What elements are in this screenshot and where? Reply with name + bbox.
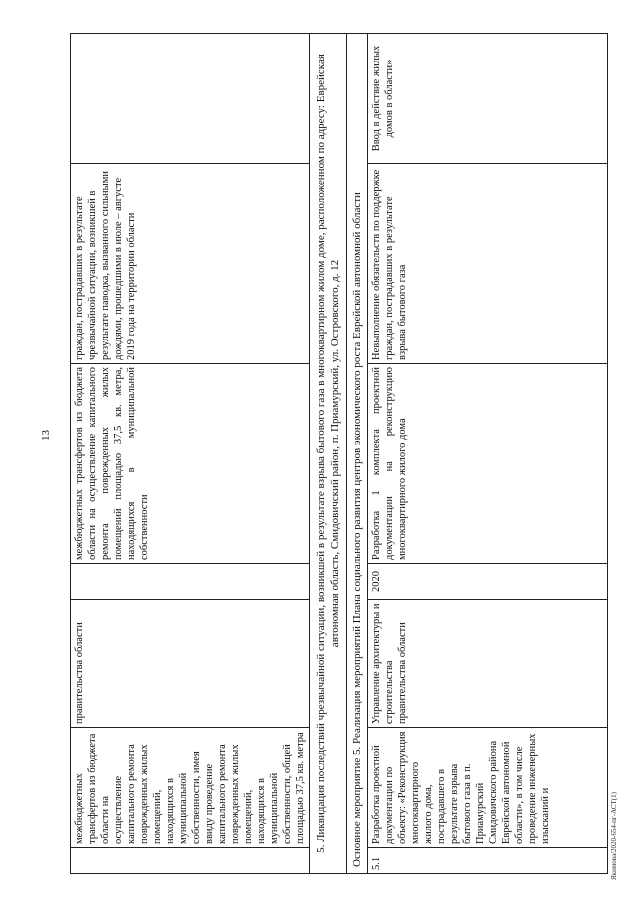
rotated-table-block (70, 34, 600, 874)
table-cell (368, 364, 608, 564)
cell-text: граждан, пострадавших в результате чрезвычайной ситуации, возникшей в результате паводка, вызванного сильными дождями, прошедшими в июле – августе 2019 года на территории области (74, 171, 137, 360)
main-event-row (347, 34, 368, 874)
table-cell (368, 600, 608, 728)
cell-text: Управление архитектуры и строительства правительства области (371, 603, 408, 724)
table-cell (71, 34, 310, 164)
cell-text: межбюджетных трансфертов из бюджета области на осуществление капитального ремонта поврежденных жилых помещений площадью 37,5 кв. метра, находящихся в муниципальной собственности (74, 367, 150, 560)
cell-text: Ввод в действие жилых домов в области» (371, 45, 395, 152)
table-cell (71, 564, 310, 600)
table-cell (368, 564, 608, 600)
row-number: 5.1 (368, 848, 608, 874)
table-cell (368, 164, 608, 364)
table-row (368, 34, 608, 874)
table-cell (368, 34, 608, 164)
table-cell (71, 364, 310, 564)
cell-text: межбюджетных трансфертов из бюджета области на осуществление капитального ремонта поврежденных жилых помещений, находящихся в муниципальной собственности, имея ввиду проведение капитального ремонта поврежденных жилых помещений, находящихся в муниципальной собственности, общей площадью 37,5 кв. метра (74, 732, 306, 844)
section-row (310, 34, 347, 874)
table-cell (71, 728, 310, 848)
cell-text: Разработка 1 комплекта проектной документации на реконструкцию многоквартирного жилого дома (371, 367, 408, 560)
table-row (71, 34, 310, 874)
table-cell (71, 164, 310, 364)
program-table (70, 33, 608, 874)
main-event-title: Основное мероприятие 5. Реализация мероприятий Плана социального развития центров экономического роста Еврейской автономной области (347, 34, 368, 874)
table-cell (71, 600, 310, 728)
table-cell (368, 728, 608, 848)
section-title: 5. Ликвидация последствий чрезвычайной ситуации, возникшей в результате взрыва бытового газа в многоквартирном жилом доме, расположенном по адресу: Еврейская автономная область, Смидовичский район, п. Приамурский, ул. Островского, д. 12 (310, 34, 347, 874)
document-code: Якимова/2020-654-пг-АСТ(1) (610, 792, 618, 880)
page-number: 13 (40, 430, 52, 441)
cell-text: Разработка проектной документации по объекту: «Реконструкция многоквартирного жилого дома, пострадавшего в результате взрыва бытового газа в п. Приамурский Смидовичского района Еврейской автономной области», в том числе проведение инженерных изысканий и (371, 731, 551, 844)
cell-text: 2020 (371, 571, 382, 592)
table-cell (71, 848, 310, 874)
cell-text: правительства области (74, 622, 85, 724)
cell-text: Невыполнение обязательств по поддержке граждан, пострадавших в результате взрыва бытового газа (371, 169, 408, 360)
